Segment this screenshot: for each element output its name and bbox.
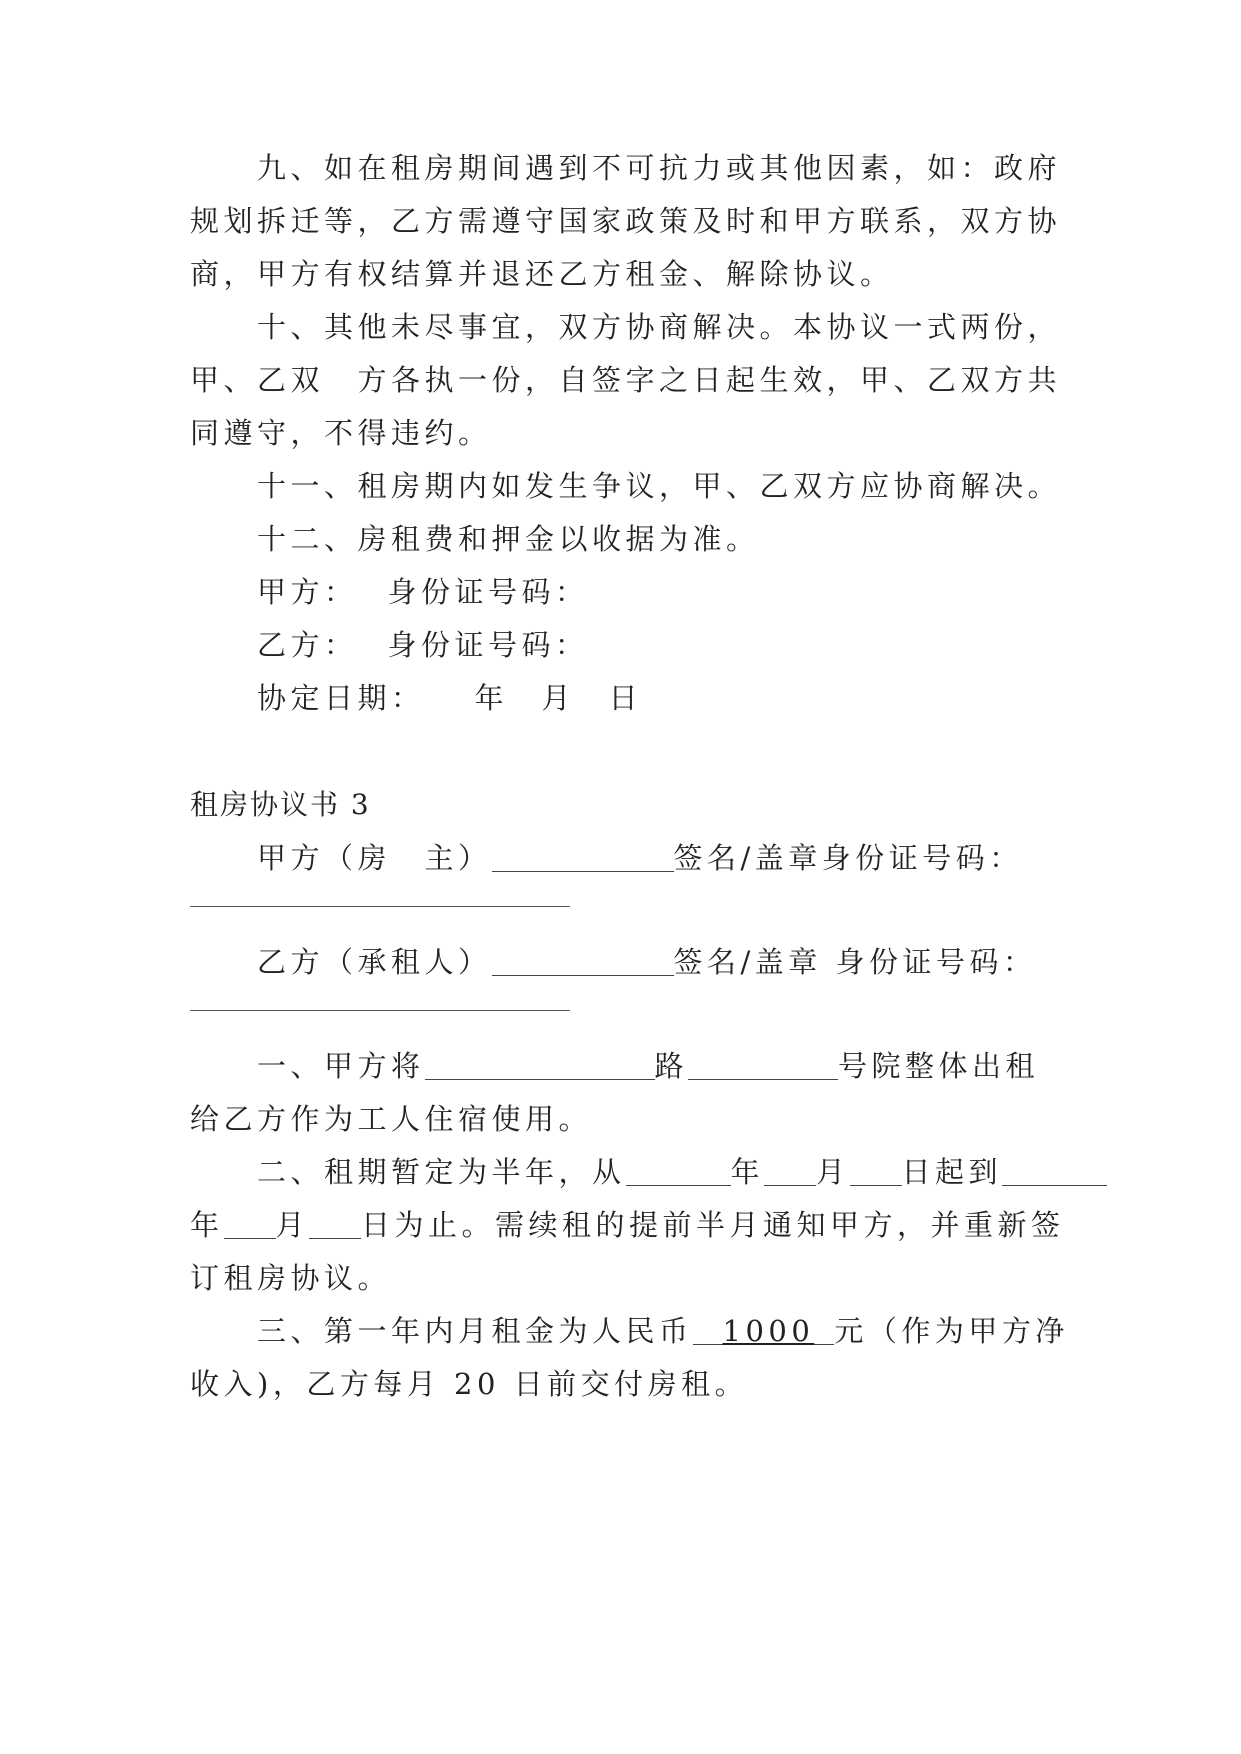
item-2-line-3: 订租房协议。 [190,1261,392,1295]
item-3-prefix: 三、第一年内月租金为人民币 [257,1314,693,1348]
item-3-suffix: 元（作为甲方净 [834,1314,1069,1348]
rent-amount: 1000 [722,1314,815,1348]
party-b-id-label: 身份证号码： [387,628,589,662]
road-name-blank[interactable] [425,1051,655,1080]
landlord-sign-id-label: 签名/盖章身份证号码： [673,841,1023,875]
tenant-label: 乙方（承租人） [257,945,492,979]
agreement-date-label: 协定日期： [257,681,425,715]
start-month-label: 月 [816,1155,850,1189]
date-month-label: 月 [541,681,576,715]
landlord-name-blank[interactable] [492,843,674,872]
end-year-label: 年 [190,1208,224,1242]
party-b-label: 乙方： [257,628,358,662]
start-month-blank[interactable] [764,1157,816,1186]
item-2-line-1 [257,1152,1127,1192]
item-2-prefix: 二、租期暂定为半年，从 [257,1155,626,1189]
rent-blank-left [693,1316,723,1345]
road-label: 路 [654,1049,689,1083]
tenant-name-blank[interactable] [492,947,674,976]
item-1-prefix: 一、甲方将 [257,1049,425,1083]
party-a-signature-line [257,572,1127,612]
end-month-blank[interactable] [224,1210,276,1239]
landlord-id-blank[interactable] [190,906,570,907]
date-day-label: 日 [608,681,643,715]
end-year-blank[interactable] [1002,1157,1107,1186]
party-a-id-label: 身份证号码： [387,575,589,609]
start-day-blank[interactable] [850,1157,902,1186]
clause-9-line-1: 九、如在租房期间遇到不可抗力或其他因素，如：政府 [257,151,1062,185]
start-year-label: 年 [730,1155,765,1189]
item-3-line-2: 收入)，乙方每月 20 日前交付房租。 [190,1367,749,1401]
tenant-sign-id-label: 签名/盖章 身份证号码： [673,945,1037,979]
clause-11: 十一、租房期内如发生争议，甲、乙双方应协商解决。 [257,469,1062,503]
landlord-label: 甲方（房 主） [257,841,492,875]
end-day-label: 日为止。需续租的提前半月通知甲方，并重新签 [361,1208,1065,1242]
rent-blank-right [814,1316,834,1345]
section-title: 租房协议书 3 [190,788,371,821]
clause-9-line-3: 商，甲方有权结算并退还乙方租金、解除协议。 [190,257,894,291]
tenant-id-blank[interactable] [190,1010,570,1011]
item-2-line-2 [190,1205,1065,1245]
end-day-blank[interactable] [309,1210,361,1239]
clause-10-line-2: 甲、乙双 方各执一份，自签字之日起生效，甲、乙双方共 [190,363,1062,397]
clause-10-line-3: 同遵守，不得违约。 [190,416,492,450]
party-b-signature-line [257,625,1127,665]
party-a-label: 甲方： [257,575,358,609]
agreement-date-line [257,678,1127,718]
item-1-suffix: 号院整体出租 [838,1049,1040,1083]
clause-12: 十二、房租费和押金以收据为准。 [257,522,760,556]
end-month-label: 月 [275,1208,310,1242]
date-year-label: 年 [474,681,509,715]
start-day-label: 日起到 [901,1155,1003,1189]
start-year-blank[interactable] [626,1157,731,1186]
item-3-line-1 [257,1311,1127,1351]
item-1-line-2: 给乙方作为工人住宿使用。 [190,1102,593,1136]
clause-10-line-1: 十、其他未尽事宜，双方协商解决。本协议一式两份， [257,310,1062,344]
tenant-line [257,942,1127,982]
item-1-line-1 [257,1046,1127,1086]
landlord-line [257,838,1127,878]
house-number-blank[interactable] [688,1051,838,1080]
clause-9-line-2: 规划拆迁等，乙方需遵守国家政策及时和甲方联系，双方协 [190,204,1062,238]
